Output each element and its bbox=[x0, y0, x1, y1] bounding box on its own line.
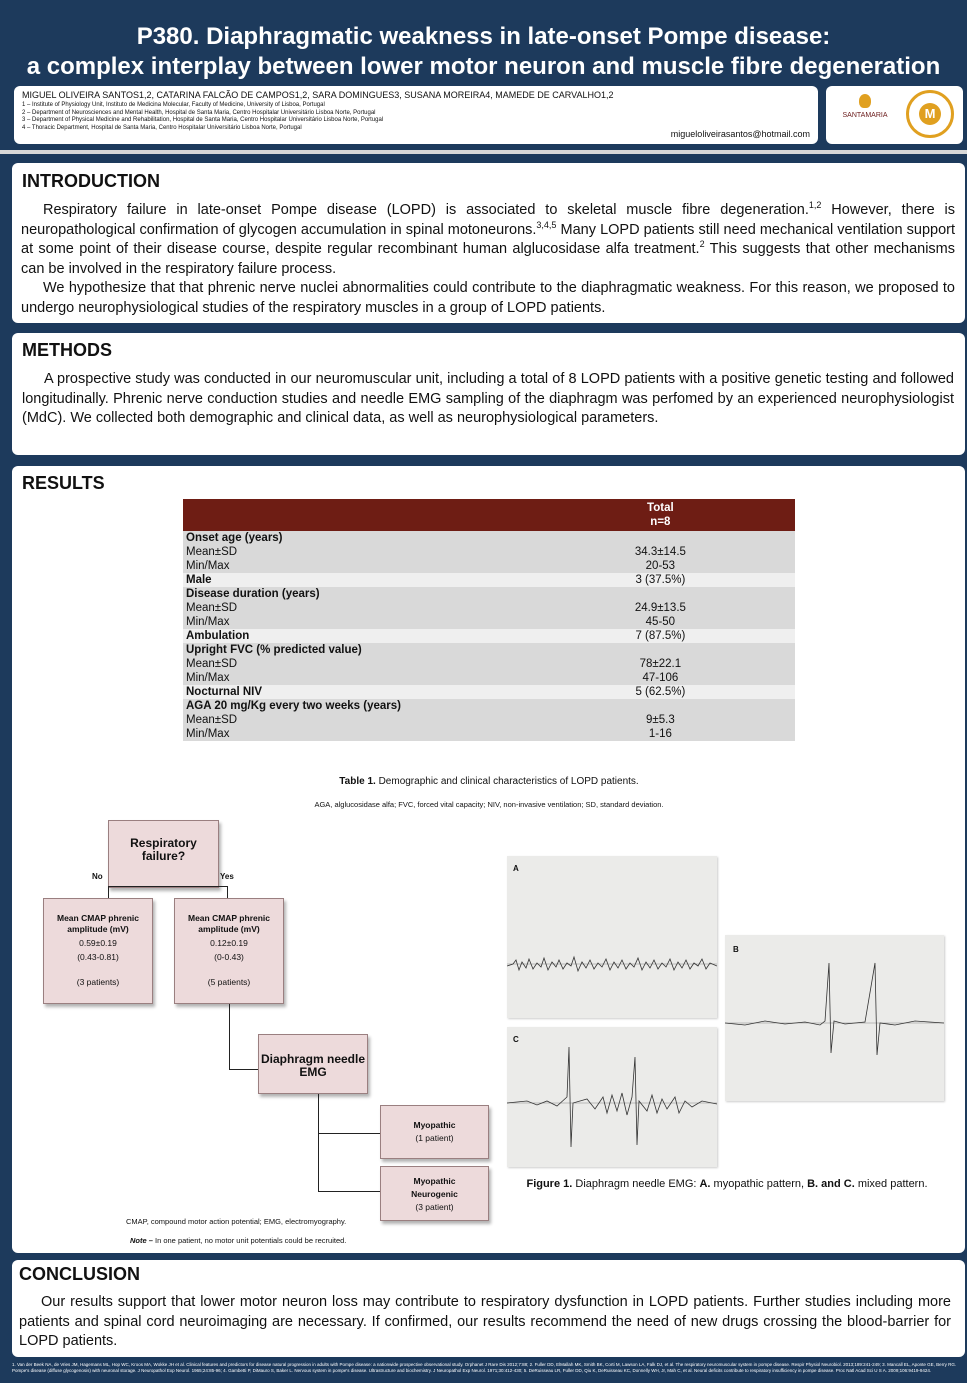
table-cell-label: AGA 20 mg/Kg every two weeks (years) bbox=[183, 699, 526, 713]
table-row bbox=[183, 629, 795, 643]
table-row bbox=[183, 559, 795, 573]
table-row bbox=[183, 601, 795, 615]
table-row bbox=[183, 615, 795, 629]
table-row bbox=[183, 587, 795, 601]
table-header-row bbox=[183, 499, 795, 531]
table-cell-label: Min/Max bbox=[183, 727, 526, 741]
flow-connector bbox=[227, 886, 228, 898]
table-body bbox=[183, 531, 795, 741]
introduction-panel bbox=[12, 163, 965, 323]
methods-title: METHODS bbox=[22, 340, 112, 360]
table-cell-label: Ambulation bbox=[183, 629, 526, 643]
table-cell-label: Upright FVC (% predicted value) bbox=[183, 643, 526, 657]
table-cell-value bbox=[526, 531, 795, 545]
table-caption: Table 1. Demographic and clinical characteristics of LOPD patients. bbox=[339, 776, 639, 787]
poster-header bbox=[0, 0, 967, 150]
author-list: MIGUEL OLIVEIRA SANTOS1,2, CATARINA FALCÃO DE CAMPOS1,2, SARA DOMINGUES3, SUSANA MOREIRA4, MAMEDE DE CARVALHO1,2 bbox=[22, 90, 614, 100]
hsm-logo-text: SANTAMARIA bbox=[842, 112, 888, 119]
affiliation-3: 3 – Department of Physical Medicine and Rehabilitation, Hospital de Santa Maria, Centro Hospitalar Universitário Lisboa Norte, Portugal bbox=[22, 117, 384, 123]
introduction-paragraph-2: We hypothesize that that phrenic nerve nuclei abnormalities could contribute to the diaphragmatic weakness. For this reason, we proposed to undergo neurophysiological studies of the respiratory muscles in a group of LOPD patients. bbox=[21, 280, 955, 316]
yes-label: Yes bbox=[220, 872, 234, 881]
respiratory-failure-box: Respiratory failure? bbox=[108, 820, 219, 888]
table-cell-value bbox=[526, 643, 795, 657]
table-row bbox=[183, 685, 795, 699]
table-cell-label: Male bbox=[183, 573, 526, 587]
table-cell-value: 9±5.3 bbox=[526, 713, 795, 727]
methods-text bbox=[22, 370, 954, 429]
table-cell-value bbox=[526, 587, 795, 601]
table-cell-value: 7 (87.5%) bbox=[526, 629, 795, 643]
affiliation-1: 1 – Institute of Physiology Unit, Instituto de Medicina Molecular, Faculty of Medicine, University of Lisboa, Portugal bbox=[22, 102, 325, 108]
introduction-title: INTRODUCTION bbox=[22, 171, 160, 191]
flow-abbreviations: CMAP, compound motor action potential; EMG, electromyography. bbox=[126, 1217, 347, 1226]
table-row bbox=[183, 727, 795, 741]
flow-connector bbox=[108, 886, 109, 898]
poster-title bbox=[0, 22, 967, 82]
table-row bbox=[183, 713, 795, 727]
table-header-empty bbox=[183, 499, 526, 531]
table-cell-label: Mean±SD bbox=[183, 713, 526, 727]
table-header-total: Total n=8 bbox=[526, 499, 795, 531]
logos-box bbox=[826, 86, 963, 144]
table-cell-value: 24.9±13.5 bbox=[526, 601, 795, 615]
introduction-text bbox=[21, 201, 955, 318]
table-cell-value: 34.3±14.5 bbox=[526, 545, 795, 559]
emg-image-a bbox=[507, 856, 717, 1018]
table-cell-label: Nocturnal NIV bbox=[183, 685, 526, 699]
flow-connector bbox=[108, 886, 228, 887]
table-cell-label: Min/Max bbox=[183, 615, 526, 629]
table-cell-label: Mean±SD bbox=[183, 657, 526, 671]
flame-icon bbox=[859, 94, 871, 108]
table-cell-label: Onset age (years) bbox=[183, 531, 526, 545]
table-row bbox=[183, 657, 795, 671]
introduction-paragraph-1: Respiratory failure in late-onset Pompe disease (LOPD) is associated to skeletal muscle fibre degeneration.$^{1,2}$ However, there is neuropathological confirmation of glycogen accumulation in spinal motoneurons.$^{3,4,5}$ Many LOPD patients still need mechanical ventilation support at some point of their disease course, despite regular recombinant human alglucosidase alfa treatment.$^2$ This suggests that other mechanisms can be involved in the respiratory failure process. bbox=[21, 200, 956, 277]
table-cell-label: Mean±SD bbox=[183, 545, 526, 559]
affiliation-2: 2 – Department of Neurosciences and Mental Health, Hospital de Santa Maria, Centro Hospitalar Universitário Lisboa Norte, Portugal bbox=[22, 109, 376, 116]
table-cell-value: 20-53 bbox=[526, 559, 795, 573]
methods-paragraph-1: A prospective study was conducted in our neuromuscular unit, including a total of 8 LOPD patients with a positive genetic testing and followed longitudinally. Phrenic nerve conduction studies and needle EMG sampling of the diaphragm was perfomed by an experienced neurophysiologist (MdC). We collected both demographic and clinical data, as well as neurophysiological parameters. bbox=[22, 371, 954, 426]
table-cell-value: 45-50 bbox=[526, 615, 795, 629]
emg-trace-a bbox=[507, 856, 717, 1018]
hospital-santa-maria-logo bbox=[842, 94, 888, 119]
conclusion-text bbox=[19, 1293, 951, 1352]
table-cell-label: Mean±SD bbox=[183, 601, 526, 615]
table-row bbox=[183, 643, 795, 657]
no-label: No bbox=[92, 872, 103, 881]
failure-cmap-box: Mean CMAP phrenic amplitude (mV) 0.12±0.19 (0-0.43) (5 patients) bbox=[174, 898, 284, 1004]
table-cell-value: 47-106 bbox=[526, 671, 795, 685]
table-abbreviations: AGA, alglucosidase alfa; FVC, forced vital capacity; NIV, non-invasive ventilation; SD, standard deviation. bbox=[314, 800, 664, 809]
affiliation-4: 4 – Thoracic Department, Hospital de Santa Maria, Centro Hospitalar Universitário Lisboa Norte, Portugal bbox=[22, 124, 302, 131]
title-line-2: a complex interplay between lower motor neuron and muscle fibre degeneration bbox=[26, 53, 941, 80]
table-cell-value bbox=[526, 699, 795, 713]
flow-connector bbox=[229, 1004, 230, 1070]
table-cell-value: 1-16 bbox=[526, 727, 795, 741]
affiliations bbox=[22, 102, 383, 132]
contact-email[interactable]: migueloliveirasantos@hotmail.com bbox=[670, 129, 810, 139]
authors-box bbox=[14, 86, 818, 144]
table-row bbox=[183, 573, 795, 587]
table-row bbox=[183, 671, 795, 685]
table-row bbox=[183, 699, 795, 713]
emg-label-a: A bbox=[513, 864, 519, 873]
conclusion-paragraph-1: Our results support that lower motor neuron loss may contribute to respiratory dysfunction in LOPD patients. Further studies including more patients and spinal cord neuroimaging are necessary. If confirmed, our results recommend the need of new drugs crossing the blood-barrier for LOPD patients. bbox=[19, 1294, 951, 1349]
table-cell-label: Disease duration (years) bbox=[183, 587, 526, 601]
flow-note: Note – In one patient, no motor unit potentials could be recruited. bbox=[130, 1236, 347, 1245]
emg-label-c: C bbox=[513, 1035, 519, 1044]
title-line-1: P380. Diaphragmatic weakness in late-onset Pompe disease: bbox=[136, 23, 831, 50]
table-cell-value: 3 (37.5%) bbox=[526, 573, 795, 587]
demographics-table bbox=[183, 499, 795, 741]
faculty-medicine-logo bbox=[906, 90, 954, 138]
table-row bbox=[183, 545, 795, 559]
table-row bbox=[183, 531, 795, 545]
conclusion-panel bbox=[12, 1260, 965, 1357]
flow-connector bbox=[318, 1094, 319, 1192]
references: 1. Van der Beek NA, de Vries JM, Hagemans ML, Hop WC, Kroos MA, Wokke JH et al. Clinical features and predictors for disease natural progression in adults with Pompe disease: a nationwide prospective observational study. Orphanet J Rare Dis 2012;7:88; 2. Fuller DD, ElMallah MK, Smith BK, Corti M, Lawson LA, Falk DJ, et al. The respiratory neuromuscular system in pompe disease. Respir Physiol Neurobiol. 2013;189:241-249; 3. Mancall EL, Aponte GE, Berry RG. Pompe's disease (diffuse glycogenosis) with neuronal storage. J Neuropathol Exp Neurol. 1965;24:85-96; 4. Gambetti P, DiMauro S, Baker L. Nervous system in pompe's disease. Ultrastructure and biochemistry. J Neuropathol Exp Neurol. 1971;30:412-430; 5. DeRuisseau LR, Fuller DD, Qiu K, DeRuisseau KC, Donnelly WH, Jr, Mah C, et al. Neural deficits contribute to respiratory insufficiency in pompe disease. Proc Natl Acad Sci U S A. 2009;106:9419-9424. bbox=[12, 1362, 957, 1373]
emg-label-b: B bbox=[733, 945, 739, 954]
no-failure-cmap-box: Mean CMAP phrenic amplitude (mV) 0.59±0.19 (0.43-0.81) (3 patients) bbox=[43, 898, 153, 1004]
results-title: RESULTS bbox=[22, 473, 105, 493]
conclusion-title: CONCLUSION bbox=[19, 1264, 140, 1284]
table-cell-value: 78±22.1 bbox=[526, 657, 795, 671]
table-cell-label: Min/Max bbox=[183, 559, 526, 573]
methods-panel bbox=[12, 333, 965, 455]
flow-connector bbox=[229, 1069, 258, 1070]
fmul-logo-mark: M bbox=[919, 103, 941, 125]
flow-connector bbox=[318, 1191, 380, 1192]
emg-trace-b bbox=[725, 935, 944, 1101]
diaphragm-emg-box: Diaphragm needle EMG bbox=[258, 1034, 368, 1094]
emg-trace-c bbox=[507, 1027, 717, 1167]
myopathic-box: Myopathic (1 patient) bbox=[380, 1105, 489, 1159]
flow-connector bbox=[318, 1133, 380, 1134]
table-cell-value: 5 (62.5%) bbox=[526, 685, 795, 699]
mixed-pattern-box: Myopathic Neurogenic (3 patient) bbox=[380, 1166, 489, 1221]
figure-caption: Figure 1. Diaphragm needle EMG: A. myopathic pattern, B. and C. mixed pattern. bbox=[526, 1178, 928, 1190]
emg-image-b bbox=[725, 935, 944, 1101]
table-cell-label: Min/Max bbox=[183, 671, 526, 685]
emg-image-c bbox=[507, 1027, 717, 1167]
header-divider bbox=[0, 150, 967, 154]
